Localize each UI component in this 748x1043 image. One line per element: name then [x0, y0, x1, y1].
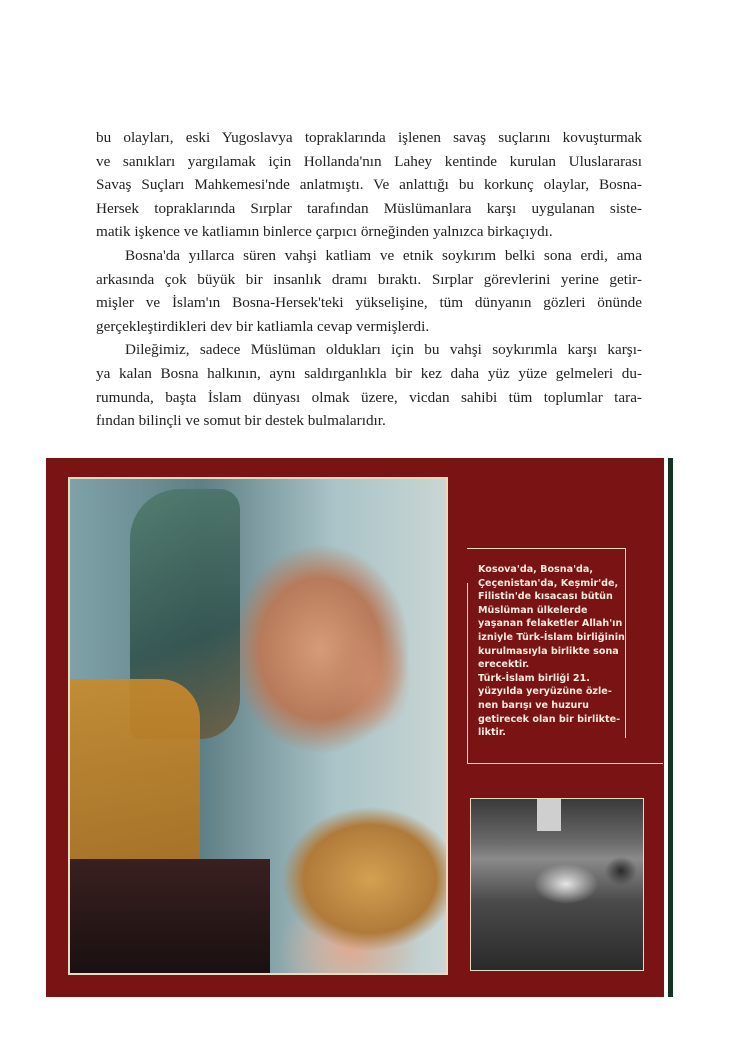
frame-line	[467, 548, 625, 549]
photo-grieving-woman-and-child	[68, 477, 448, 975]
photo-praying-figure	[470, 798, 644, 971]
text-line: Dileğimiz, sadece Müslüman oldukları için bu vahşi soykırımla karşı karşı-	[125, 341, 642, 359]
callout-line: Türk-İslam birliği 21.	[478, 672, 590, 684]
callout-text	[478, 563, 663, 740]
text-line: fından bilinçli ve somut bir destek bulmalarıdır.	[96, 412, 386, 430]
callout-line: Müslüman ülkelerde	[478, 604, 588, 616]
callout-line: liktir.	[478, 727, 506, 739]
callout-box	[467, 548, 663, 764]
text-line: ve sanıkları yargılamak için Hollanda'nın Lahey kentinde kurulan Uluslararası	[96, 152, 642, 170]
text-line: matik işkence ve katliamın binlerce çarpıcı örneğinden yalnızca birkaçıydı.	[96, 223, 553, 241]
text-line: bu olayları, eski Yugoslavya topraklarında işlenen savaş suçlarını kovuşturmak	[96, 129, 642, 146]
callout-line: yüzyılda yeryüzüne özle-	[478, 686, 612, 698]
callout-line: getirecek olan bir birlikte-	[478, 713, 621, 725]
text-line: Hersek topraklarında Sırplar tarafından Müslümanlara karşı uygulanan siste-	[96, 199, 642, 217]
callout-line: Kosova'da, Bosna'da,	[478, 564, 593, 575]
text-line: Savaş Suçları Mahkemesi'nde anlatmıştı. Ve anlattığı bu korkunç olaylar, Bosna-	[96, 176, 642, 194]
frame-line	[467, 583, 468, 764]
pillar-shape	[537, 799, 561, 831]
callout-line: Filistin'de kısacası bütün	[478, 591, 613, 603]
body-text	[96, 126, 642, 433]
clothing-shape	[70, 859, 270, 973]
text-line: ya kalan Bosna halkının, aynı saldırganlıkla bir kez daha yüz yüze gelmeleri du-	[96, 364, 642, 382]
text-line: Bosna'da yıllarca süren vahşi katliam ve etnik soykırım belki sona erdi, ama	[125, 246, 642, 264]
callout-line: yaşanan felaketler Allah'ın	[478, 618, 623, 630]
text-line: mişler ve İslam'ın Bosna-Hersek'teki yükselişine, tüm dünyanın gözleri önünde	[96, 294, 642, 312]
text-line: gerçekleştirdikleri dev bir katliamla cevap vermişlerdi.	[96, 317, 430, 335]
callout-line: izniyle Türk-İslam birliğinin	[478, 631, 625, 643]
text-line: rumunda, başta İslam dünyası olmak üzere, vicdan sahibi tüm toplumlar tara-	[96, 388, 642, 406]
frame-line	[467, 763, 663, 764]
callout-line: Çeçenistan'da, Keşmir'de,	[478, 577, 619, 589]
callout-line: nen barışı ve huzuru	[478, 699, 589, 711]
text-line: arkasında çok büyük bir insanlık dramı bıraktı. Sırplar görevlerini yerine getir-	[96, 270, 642, 288]
accent-bar	[668, 458, 673, 997]
callout-line: kurulmasıyla birlikte sona	[478, 645, 619, 657]
callout-line: erecektir.	[478, 659, 530, 671]
